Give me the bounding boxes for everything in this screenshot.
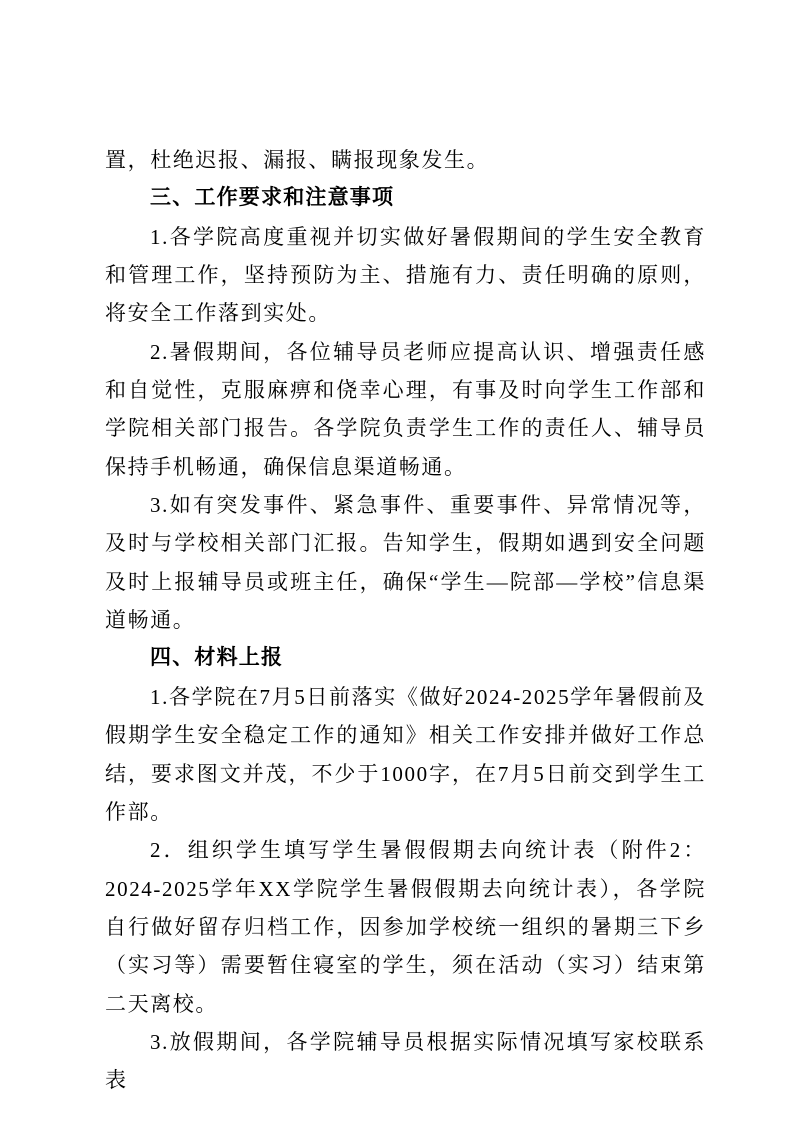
paragraph-destination-statistics: 2．组织学生填写学生暑假假期去向统计表（附件2：2024-2025学年XX学院学生暑假假期去向统计表），各学院自行做好留存归档工作，因参加学校统一组织的暑期三下乡（实习等）需要暂住寝室的学生，须在活动（实习）结束第二天离校。: [105, 838, 706, 1016]
section-heading-work-requirements: 三、工作要求和注意事项: [150, 186, 395, 210]
document-body: [105, 141, 706, 1100]
paragraph-safety-education: 1.各学院高度重视并切实做好暑假期间的学生安全教育和管理工作，坚持预防为主、措施有力、责任明确的原则，将安全工作落到实处。: [105, 224, 706, 326]
paragraph-emergency-reporting: 3.如有突发事件、紧急事件、重要事件、异常情况等，及时与学校相关部门汇报。告知学生，假期如遇到安全问题及时上报辅导员或班主任，确保“学生—院部—学校”信息渠道畅通。: [105, 493, 706, 633]
paragraph-home-school-contact: 3.放假期间，各学院辅导员根据实际情况填写家校联系表: [105, 1029, 706, 1093]
paragraph-continuation: 置，杜绝迟报、漏报、瞒报现象发生。: [105, 148, 490, 172]
paragraph-counselor-awareness: 2.暑假期间，各位辅导员老师应提高认识、增强责任感和自觉性，克服麻痹和侥幸心理，有事及时向学生工作部和学院相关部门报告。各学院负责学生工作的责任人、辅导员保持手机畅通，确保信息渠道畅通。: [105, 339, 706, 479]
paragraph-work-summary: 1.各学院在7月5日前落实《做好2024-2025学年暑假前及假期学生安全稳定工作的通知》相关工作安排并做好工作总结，要求图文并茂，不少于1000字，在7月5日前交到学生工作部。: [105, 684, 706, 824]
section-heading-material-submission: 四、材料上报: [150, 646, 284, 670]
